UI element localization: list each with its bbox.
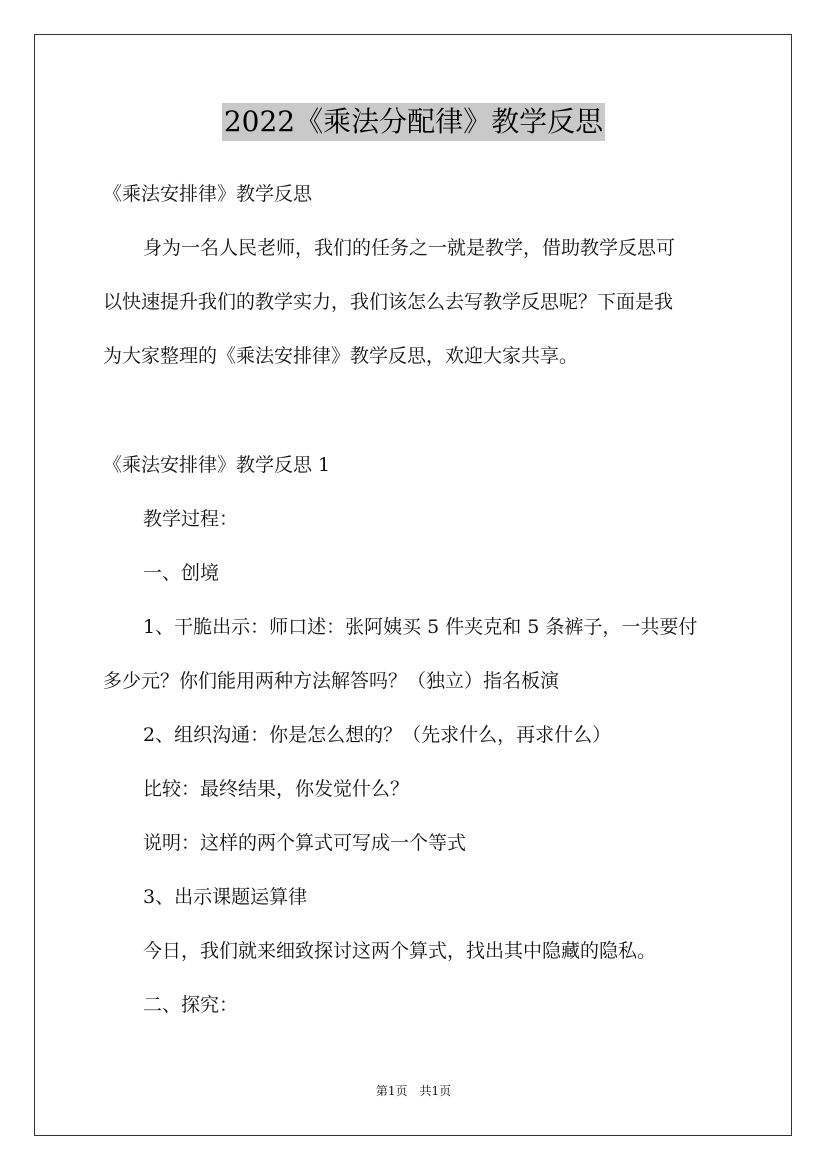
paragraph-line: 身为一名人民老师，我们的任务之一就是教学，借助教学反思可 <box>143 237 676 259</box>
section-heading: 《乘法安排律》教学反思 <box>103 183 313 205</box>
paragraph-line: 比较：最终结果，你发觉什么？ <box>143 778 410 800</box>
paragraph-line: 1、干脆出示：师口述：张阿姨买 5 件夹克和 5 条裤子，一共要付 <box>143 616 698 638</box>
paragraph-line: 以快速提升我们的教学实力，我们该怎么去写教学反思呢？下面是我 <box>103 291 674 313</box>
document-title: 2022《乘法分配律》教学反思 <box>222 103 605 141</box>
paragraph-line: 多少元？你们能用两种方法解答吗？（独立）指名板演 <box>103 670 560 692</box>
paragraph-line: 今日，我们就来细致探讨这两个算式，找出其中隐藏的隐私。 <box>143 940 657 962</box>
section-heading: 《乘法安排律》教学反思 1 <box>103 454 331 476</box>
paragraph-line: 为大家整理的《乘法安排律》教学反思，欢迎大家共享。 <box>103 345 579 367</box>
paragraph-line: 教学过程： <box>143 508 239 530</box>
paragraph-line: 一、创境 <box>143 562 220 584</box>
page-footer: 第1页 共1页 <box>375 1084 452 1098</box>
document-title-container <box>0 103 827 141</box>
paragraph-line: 说明：这样的两个算式可写成一个等式 <box>143 832 467 854</box>
paragraph-line: 二、探究： <box>143 994 239 1016</box>
paragraph-line: 3、出示课题运算律 <box>143 886 308 908</box>
paragraph-line: 2、组织沟通：你是怎么想的？（先求什么，再求什么） <box>143 724 612 746</box>
